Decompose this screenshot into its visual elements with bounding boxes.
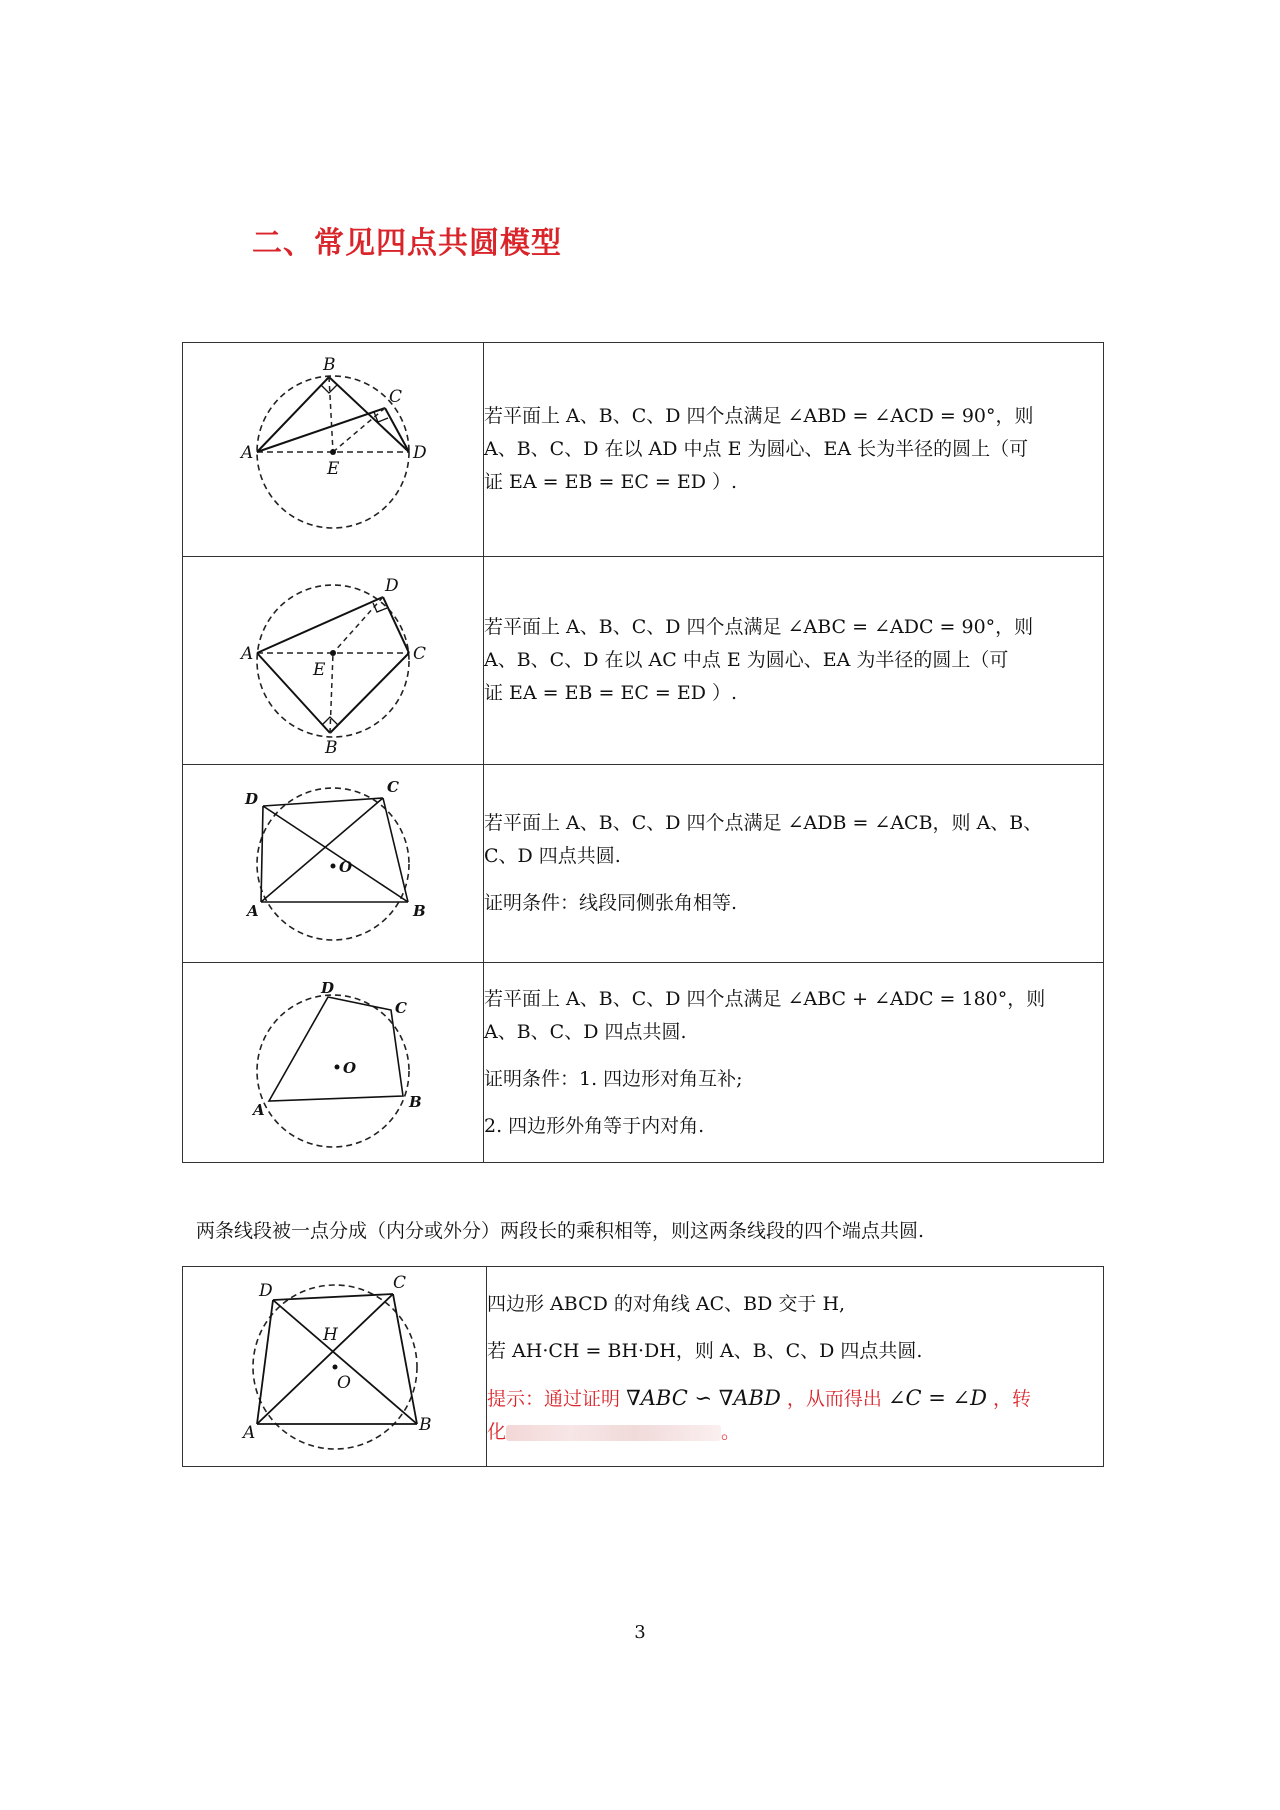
point-label: C [389,386,403,407]
hint-line [487,1416,1103,1449]
table-row [183,343,1104,557]
hint-label: 提示：通过证明 [487,1388,621,1410]
point-label: C [392,1272,406,1293]
proof-condition: 证明条件：线段同侧张角相等. [484,892,738,914]
table-row [183,963,1104,1163]
proof-condition: 证明条件：1. 四边形对角互补; [484,1067,743,1090]
figure-cell [183,765,484,963]
statement-line: 证 EA = EB = EC = ED ）. [484,682,738,704]
point-label: A [241,442,254,463]
statement-line: A、B、C、D 四点共圆. [484,1020,687,1043]
statement-line: 若平面上 A、B、C、D 四个点满足 ∠ADB = ∠ACB，则 A、B、 [484,812,1043,834]
point-label: B [409,1092,422,1111]
point-label: O [339,857,353,876]
point-label: C [413,643,427,664]
point-label: E [313,659,326,680]
statement-line: 四边形 ABCD 的对角线 AC、BD 交于 H, [487,1293,846,1315]
page-number: 3 [634,1622,646,1643]
hint-text: ，转 [993,1388,1032,1410]
statement-line: 若 AH·CH = BH·DH，则 A、B、C、D 四点共圆. [487,1340,923,1362]
obscured-text [506,1425,721,1441]
hint-text: 。 [721,1421,741,1443]
point-label: B [413,901,426,920]
model-4-figure [233,973,433,1153]
table-row [183,1267,1104,1467]
point-label: D [385,575,399,596]
hint-line [487,1382,1103,1416]
statement-line: 若平面上 A、B、C、D 四个点满足 ∠ABD = ∠ACD = 90°，则 [484,405,1034,427]
point-label: O [343,1058,357,1077]
point-label: O [336,1372,351,1393]
model-2-figure [233,563,433,759]
point-label: A [247,901,259,920]
point-label: D [245,789,259,808]
hint-text: 化 [487,1421,507,1443]
figure-cell [183,557,484,765]
statement-line: 证 EA = EB = EC = ED ）. [484,471,738,493]
point-label: C [395,998,407,1017]
four-point-circle-models-table [182,342,1104,1163]
table-row [183,765,1104,963]
figure-cell [183,963,484,1163]
point-label: C [387,777,399,796]
statement-line: A、B、C、D 在以 AC 中点 E 为圆心、EA 为半径的圆上（可 [484,649,1009,671]
table-row [183,557,1104,765]
model-1-figure [233,350,433,550]
point-label: B [325,737,338,758]
circumcircle [257,995,409,1147]
point-label: D [258,1280,273,1301]
point-label: B [418,1414,431,1435]
intro-text: 两条线段被一点分成（内分或外分）两段长的乘积相等，则这两条线段的四个端点共圆. [196,1220,925,1242]
statement-line: 若平面上 A、B、C、D 四个点满足 ∠ABC + ∠ADC = 180°，则 [484,987,1046,1010]
point-label: D [321,978,335,997]
point-label: D [413,442,427,463]
point-label: A [253,1100,265,1119]
statement-line: A、B、C、D 在以 AD 中点 E 为圆心、EA 长为半径的圆上（可 [484,438,1029,460]
point-label: E [327,458,340,479]
figure-cell [183,343,484,557]
hint-math: ∇ABC ∽ ∇ABD [626,1386,781,1410]
point-label: H [322,1324,338,1345]
text-cell [484,343,1104,557]
hint-text: ，从而得出 [786,1388,882,1410]
intersecting-chords-table [182,1266,1104,1467]
model-5-figure [235,1272,435,1462]
page-title: 二、常见四点共圆模型 [252,226,562,261]
text-cell [484,557,1104,765]
text-cell [484,765,1104,963]
model-3-figure [233,774,433,954]
point-label: B [323,354,336,375]
point-label: A [242,1422,255,1443]
proof-condition: 2. 四边形外角等于内对角. [484,1114,705,1137]
figure-cell [183,1267,487,1467]
statement-line: 若平面上 A、B、C、D 四个点满足 ∠ABC = ∠ADC = 90°，则 [484,616,1034,638]
text-cell [487,1267,1104,1467]
point-label: A [241,643,254,664]
statement-line: C、D 四点共圆. [484,845,621,867]
hint-math: ∠C = ∠D [887,1386,987,1410]
text-cell [484,963,1104,1163]
